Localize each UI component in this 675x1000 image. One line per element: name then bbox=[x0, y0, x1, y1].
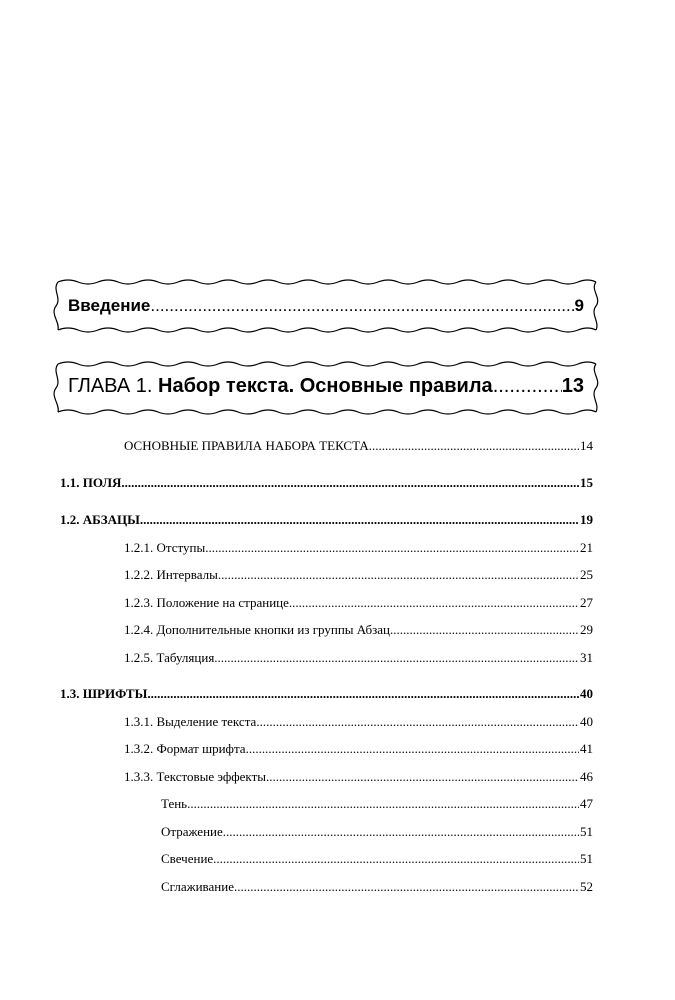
dot-leader bbox=[390, 622, 579, 638]
toc-label: Тень bbox=[161, 796, 188, 811]
dot-leader bbox=[214, 650, 579, 666]
toc-page: 51 bbox=[580, 851, 593, 866]
toc-label: 1.2.1. Отступы bbox=[124, 540, 206, 555]
toc-label: Отражение bbox=[161, 824, 223, 839]
dot-leader bbox=[246, 741, 579, 757]
toc-label: 1.2.2. Интервалы bbox=[124, 567, 218, 582]
toc-label: 1.3.3. Текстовые эффекты bbox=[124, 769, 266, 784]
toc-label: 1.2. АБЗАЦЫ bbox=[60, 512, 140, 527]
toc-page: 40 bbox=[580, 714, 593, 729]
toc-subsection[interactable] bbox=[124, 769, 593, 785]
toc-page: 51 bbox=[580, 824, 593, 839]
dot-leader bbox=[218, 567, 579, 583]
toc-page: 52 bbox=[580, 879, 593, 894]
toc-page: 14 bbox=[580, 438, 593, 453]
toc-subsection[interactable] bbox=[124, 741, 593, 757]
dot-leader bbox=[266, 769, 579, 785]
dot-leader bbox=[289, 595, 579, 611]
toc-label: 1.2.5. Табуляция bbox=[124, 650, 215, 665]
toc-page: 41 bbox=[580, 741, 593, 756]
dot-leader bbox=[223, 824, 579, 840]
toc-page: 47 bbox=[580, 796, 593, 811]
toc-label: 1.2.3. Положение на странице bbox=[124, 595, 289, 610]
intro-entry[interactable] bbox=[68, 296, 584, 316]
toc-subsection[interactable] bbox=[124, 540, 593, 556]
toc-subsection[interactable] bbox=[124, 650, 593, 666]
toc-item[interactable] bbox=[161, 824, 593, 840]
toc-item[interactable] bbox=[161, 796, 593, 812]
intro-title: Введение bbox=[68, 296, 151, 315]
toc-label: ОСНОВНЫЕ ПРАВИЛА НАБОРА ТЕКСТА bbox=[124, 438, 369, 453]
chapter-banner bbox=[50, 360, 602, 416]
toc-label: 1.3.1. Выделение текста bbox=[124, 714, 257, 729]
dot-leader bbox=[213, 851, 579, 867]
toc-item[interactable] bbox=[161, 851, 593, 867]
toc-label: 1.3. ШРИФТЫ bbox=[60, 686, 148, 701]
dot-leader bbox=[369, 438, 579, 454]
toc-subsection[interactable] bbox=[124, 622, 593, 638]
chapter-page: 13 bbox=[561, 375, 584, 397]
toc-label: 1.3.2. Формат шрифта bbox=[124, 741, 246, 756]
toc-label: Свечение bbox=[161, 851, 214, 866]
toc-section[interactable] bbox=[60, 686, 593, 702]
toc-subsection[interactable] bbox=[124, 595, 593, 611]
toc-section[interactable] bbox=[60, 475, 593, 491]
chapter-entry[interactable] bbox=[68, 375, 584, 398]
toc-subsection[interactable] bbox=[124, 714, 593, 730]
toc-page: 27 bbox=[580, 595, 593, 610]
toc-page: 29 bbox=[580, 622, 593, 637]
toc-page: 15 bbox=[580, 475, 593, 490]
toc-page: 40 bbox=[580, 686, 593, 701]
intro-page: 9 bbox=[574, 296, 584, 315]
toc-page: 21 bbox=[580, 540, 593, 555]
toc-page: 31 bbox=[580, 650, 593, 665]
toc-entry[interactable] bbox=[124, 438, 593, 454]
dot-leader bbox=[150, 296, 574, 316]
toc-subsection[interactable] bbox=[124, 567, 593, 583]
dot-leader bbox=[234, 879, 579, 895]
chapter-prefix: ГЛАВА 1. bbox=[68, 375, 153, 397]
dot-leader bbox=[205, 540, 579, 556]
toc-label: 1.1. ПОЛЯ bbox=[60, 475, 122, 490]
toc-section[interactable] bbox=[60, 512, 593, 528]
chapter-title: Набор текста. Основные правила bbox=[158, 375, 493, 397]
dot-leader bbox=[121, 475, 579, 491]
intro-banner bbox=[50, 278, 602, 334]
toc-item[interactable] bbox=[161, 879, 593, 895]
toc-page: 19 bbox=[580, 512, 593, 527]
dot-leader bbox=[256, 714, 579, 730]
toc-page: 46 bbox=[580, 769, 593, 784]
toc-label: Сглаживание bbox=[161, 879, 234, 894]
toc-label: 1.2.4. Дополнительные кнопки из группы Абзац bbox=[124, 622, 390, 637]
dot-leader bbox=[187, 796, 579, 812]
toc-page: 25 bbox=[580, 567, 593, 582]
dot-leader bbox=[493, 375, 562, 398]
dot-leader bbox=[140, 512, 579, 528]
dot-leader bbox=[147, 686, 579, 702]
